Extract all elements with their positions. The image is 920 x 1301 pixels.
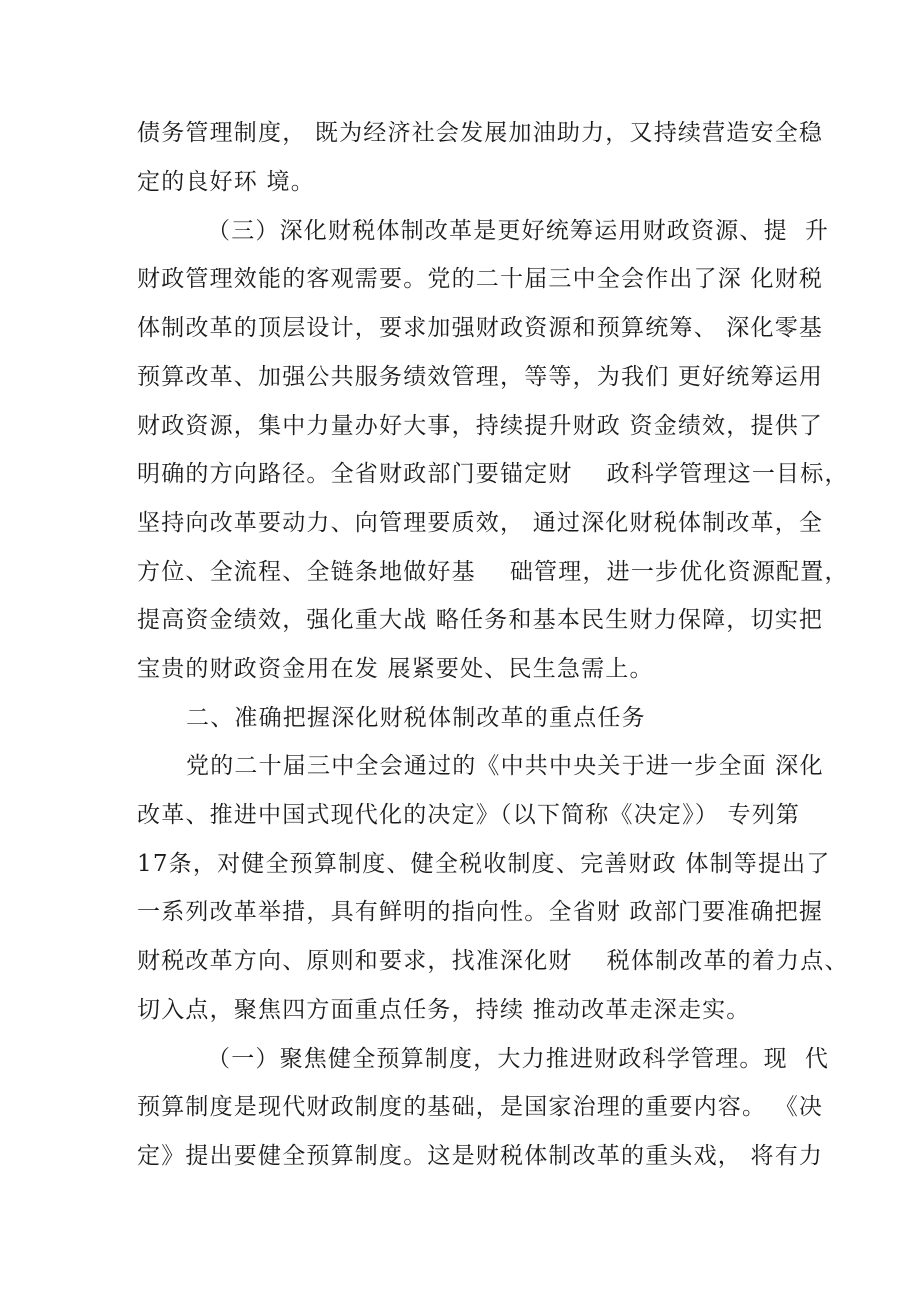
text-line: 预算改革、加强公共服务绩效管理，等等，为我们 更好统筹运用 bbox=[137, 364, 824, 390]
text-line: 一系列改革举措，具有鲜明的指向性。全省财 政部门要准确把握 bbox=[137, 899, 824, 925]
section-heading: （三）深化财税体制改革是更好统筹运用财政资源、提 升 bbox=[207, 218, 830, 244]
text-line: 切入点，聚焦四方面重点任务，持续 推动改革走深走实。 bbox=[137, 997, 751, 1023]
text-line: 定的良好环 境。 bbox=[137, 169, 315, 195]
text-line: 改革、推进中国式现代化的决定》（以下简称《决定》） 专列第 bbox=[137, 802, 801, 828]
text-line: 财政资源，集中力量办好大事，持续提升财政 资金绩效，提供了 bbox=[137, 413, 824, 439]
text-line: 坚持向改革要动力、向管理要质效， 通过深化财税体制改革，全 bbox=[137, 510, 824, 536]
text-line: 党的二十届三中全会通过的《中共中央关于进一步全面 深化 bbox=[186, 753, 824, 779]
text-line: 明确的方向路径。全省财政部门要锚定财 政科学管理这一目标， bbox=[137, 461, 849, 487]
text-line: 定》提出要健全预算制度。这是财税体制改革的重头戏， 将有力 bbox=[137, 1143, 824, 1169]
section-heading: 二、准确把握深化财税体制改革的重点任务 bbox=[186, 705, 646, 731]
section-heading: （一）聚焦健全预算制度，大力推进财政科学管理。现 代 bbox=[207, 1046, 830, 1072]
text-line: 债务管理制度， 既为经济社会发展加油助力，又持续营造安全稳 bbox=[137, 120, 824, 146]
text-line: 方位、全流程、全链条地做好基 础管理，进一步优化资源配置， bbox=[137, 559, 849, 585]
text-line: 财税改革方向、原则和要求，找准深化财 税体制改革的着力点、 bbox=[137, 948, 849, 974]
text-line: 宝贵的财政资金用在发 展紧要处、民生急需上。 bbox=[137, 656, 654, 682]
text-line: 17条，对健全预算制度、健全税收制度、完善财政 体制等提出了 bbox=[137, 851, 831, 877]
text-line: 体制改革的顶层设计，要求加强财政资源和预算统筹、 深化零基 bbox=[137, 315, 824, 341]
text-line: 预算制度是现代财政制度的基础，是国家治理的重要内容。 《决 bbox=[137, 1094, 824, 1120]
text-line: 提高资金绩效，强化重大战 略任务和基本民生财力保障，切实把 bbox=[137, 607, 824, 633]
text-line: 财政管理效能的客观需要。党的二十届三中全会作出了深 化财税 bbox=[137, 266, 824, 292]
